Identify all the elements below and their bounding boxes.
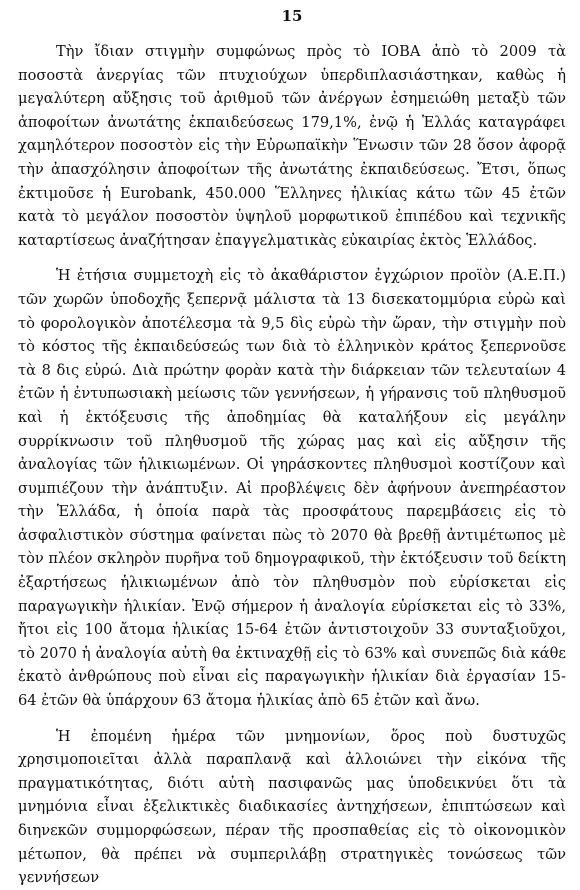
paragraph-memoranda: Ἡ ἐπομένη ἡμέρα τῶν μνημονίων, ὅρος ποὺ δυστυχῶς χρησιμοποιεῖται ἀλλὰ παραπλανᾷ καὶ ἀλλοιώνει τὴν εἰκόνα τῆς πραγματικότητας, διότι αὐτὴ πασιφανῶς μας ὑποδεικνύει ὅτι τὰ μνημόνια εἶναι ἐξελικτικὲς διαδικασίες ἀντηχήσεων, ἐπιπτώσεων καὶ διηνεκῶν συμμορφώσεων, πέραν τῆς προσπαθείας εἰς τὸ οἰκονομικὸν μέτωπον, θὰ πρέπει νὰ συμπεριλάβῃ στρατηγικὲς τονώσεως τῶν γεννήσεων <box>18 727 566 887</box>
paragraph-demographics: Ἡ ἐτήσια συμμετοχὴ εἰς τὸ ἀκαθάριστον ἐγχώριον προϊὸν (Α.Ε.Π.) τῶν χωρῶν ὑποδοχῆς ξεπερνᾷ μάλιστα τὰ 13 δισεκατομμύρια εὐρὼ καὶ τὸ φορολογικὸν ἀποτέλεσμα τὰ 9,5 δὶς εὐρὼ τὴν ὥραν, τὴν στιγμὴν ποὺ τὸ κόστος τῆς ἐκπαιδεύσεώς των διὰ τὸ ἑλληνικὸν κράτος ξεπερνοῦσε τὰ 8 δις εὐρώ. Διὰ πρώτην φορὰν κατὰ τὴν διάρκειαν τῶν τελευταίων 4 ἐτῶν ἡ ἐντυπωσιακὴ μείωσις τῶν γεννήσεων, ἡ γήρανσις τοῦ πληθυσμοῦ καὶ ἡ ἐκτόξευσις τῆς ἀποδημίας θὰ καταλήξουν εἰς μεγάλην συρρίκνωσιν τοῦ πληθυσμοῦ τῆς χώρας μας καὶ εἰς αὔξησιν τῆς ἀναλογίας τῶν ἡλικιωμένων. Οἱ γηράσκοντες πληθυσμοὶ κοστίζουν καὶ συμπιέζουν τὴν ἀνάπτυξιν. Αἱ προβλέψεις δὲν ἀφήνουν ἀνεπηρέαστον τὴν Ἑλλάδα, ἡ ὁποία παρὰ τὰς προσφάτους παρεμβάσεις εἰς τὸ ἀσφαλιστικὸν σύστημα φαίνεται πὼς τὸ 2070 θὰ βρεθῇ ἀντιμέτωπος μὲ τὸν πλέον σκληρὸν πυρῆνα τοῦ δημογραφικοῦ, τὴν ἐκτόξευσιν τοῦ δείκτη ἐξαρτήσεως ἡλικιωμένων ἀπὸ τὸν πληθυσμὸν ποὺ εὑρίσκεται εἰς παραγωγικὴν ἡλικίαν. Ἐνῷ σήμερον ἡ ἀναλογία εὑρίσκεται εἰς τὸ 33%, ἤτοι εἰς 100 ἄτομα ἡλικίας 15-64 ἐτῶν ἀντιστοιχοῦν 33 συνταξιοῦχοι, τὸ 2070 ἡ ἀναλογία αὐτὴ θα ἐκτιναχθῇ εἰς τὸ 63% καὶ συνεπῶς διὰ κάθε ἑκατὸ ἀνθρώπους ποὺ εἶναι εἰς παραγωγικὴν ἡλικίαν διὰ ἐργασίαν 15-64 ἐτῶν θὰ ὑπάρχουν 63 ἄτομα ἡλικίας ἀπὸ 65 ἐτῶν καὶ ἄνω. <box>18 267 566 710</box>
paragraph-unemployment: Τὴν ἴδιαν στιγμὴν συμφώνως πρὸς τὸ ΙΟΒΑ ἀπὸ τὸ 2009 τὰ ποσοστὰ ἀνεργίας τῶν πτυχιούχων ὑπερδιπλασιάστηκαν, καθὼς ἡ μεγαλύτερη αὔξησις τοῦ ἀριθμοῦ τῶν ἀνέργων ἐσημειώθη μεταξὺ τῶν ἀποφοίτων ἀνωτάτης ἐκπαιδεύσεως 179,1%, ἐνῷ ἡ Ἑλλάς καταγράφει χαμηλότερον ποσοστὸν εἰς τὴν Εὐρωπαϊκὴν Ἕνωσιν τῶν 28 ὅσον ἀφορᾷ τὴν ἀπασχόλησιν ἀποφοίτων τῆς ἀνωτάτης ἐκπαιδεύσεως. Ἔτσι, ὅπως ἐκτιμοῦσε ἡ Eurobank, 450.000 Ἕλληνες ἡλικίας κάτω τῶν 45 ἐτῶν κατὰ τὸ μεγάλον ποσοστὸν ὑψηλοῦ μορφωτικοῦ ἐπιπέδου καὶ τεχνικῆς καταρτίσεως ἀναζήτησαν ἐπαγγελματικὰς εὐκαιρίας ἐκτὸς Ἑλλάδος. <box>18 43 566 249</box>
page-number: 15 <box>281 7 303 25</box>
